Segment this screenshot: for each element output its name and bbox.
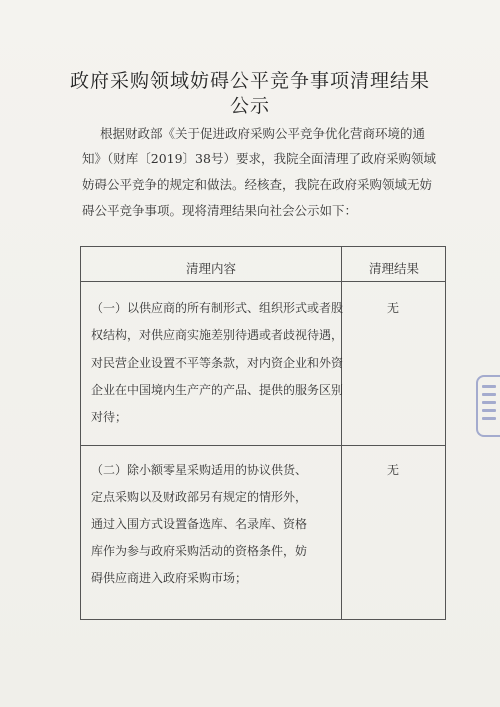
header-result: 清理结果 — [369, 261, 420, 276]
row2-content-line-5: 碍供应商进入政府采购市场； — [91, 571, 248, 585]
intro-line-2: 知》（财库〔2019〕38号）要求，我院全面清理了政府采购领域 — [82, 151, 436, 166]
document-title-line-2: 公示 — [229, 95, 270, 117]
row2-content-line-2: 定点采购以及财政部另有规定的情形外， — [91, 490, 308, 504]
intro-line-4: 碍公平竞争事项。现将清理结果向社会公示如下： — [82, 203, 358, 218]
row2-result: 无 — [387, 463, 400, 477]
row1-content-line-5: 对待； — [91, 410, 128, 424]
row1-content-line-1: （一）以供应商的所有制形式、组织形式或者股 — [91, 301, 344, 315]
results-table — [80, 246, 446, 620]
seal-stamp-fragment — [476, 375, 500, 437]
row2-content-line-4: 库作为参与政府采购活动的资格条件，妨 — [91, 544, 308, 558]
header-divider — [81, 281, 445, 282]
row1-result: 无 — [387, 301, 400, 315]
row1-content-line-4: 企业在中国境内生产产的产品、提供的服务区别 — [91, 383, 344, 397]
row-divider — [81, 445, 445, 446]
row1-content-line-2: 权结构，对供应商实施差别待遇或者歧视待遇， — [91, 328, 344, 342]
row1-content-line-3: 对民营企业设置不平等条款，对内资企业和外资 — [91, 356, 344, 370]
document-title-line-1: 政府采购领域妨碍公平竞争事项清理结果 — [69, 70, 430, 92]
row2-content-line-1: （二）除小额零星采购适用的协议供货、 — [91, 463, 308, 477]
intro-line-3: 妨碍公平竞争的规定和做法。经核查，我院在政府采购领域无妨 — [82, 177, 433, 192]
header-content: 清理内容 — [186, 261, 237, 276]
intro-line-1: 根据财政部《关于促进政府采购公平竞争优化营商环境的通 — [100, 126, 426, 141]
row2-content-line-3: 通过入围方式设置备选库、名录库、资格 — [91, 517, 308, 531]
